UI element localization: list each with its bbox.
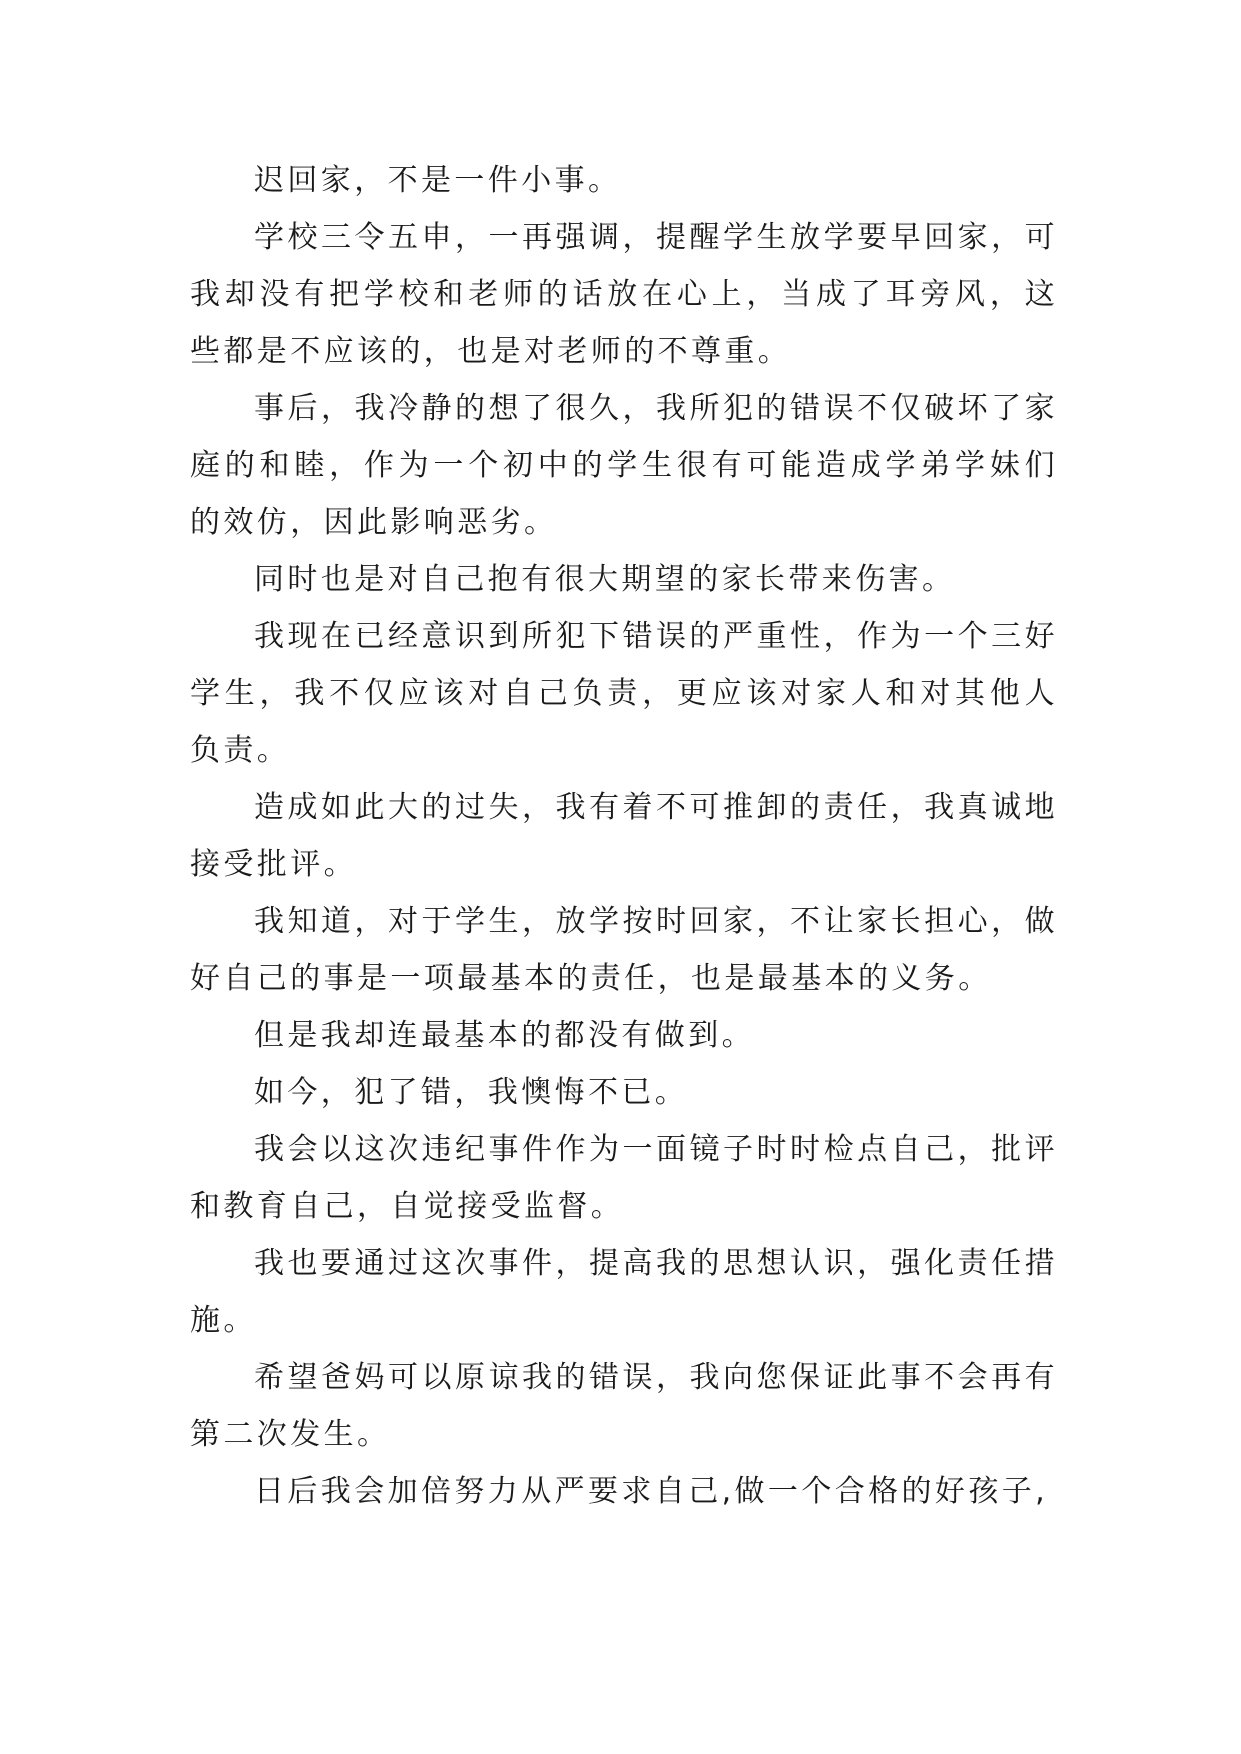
paragraph-1: 迟回家，不是一件小事。	[254, 163, 622, 198]
paragraph-6: 造成如此大的过失，我有着不可推卸的责任，我真诚地接受批评。	[190, 790, 1058, 882]
paragraph-5: 我现在已经意识到所犯下错误的严重性，作为一个三好学生，我不仅应该对自己负责，更应该对家人和对其他人负责。	[190, 619, 1058, 768]
paragraph-13: 日后我会加倍努力从严要求自己,做一个合格的好孩子,	[254, 1474, 1049, 1509]
paragraph-7: 我知道，对于学生，放学按时回家，不让家长担心，做好自己的事是一项最基本的责任，也是最基本的义务。	[190, 904, 1058, 996]
paragraph-4: 同时也是对自己抱有很大期望的家长带来伤害。	[254, 562, 956, 597]
document-body	[190, 152, 1058, 1520]
paragraph-2: 学校三令五申，一再强调，提醒学生放学要早回家，可我却没有把学校和老师的话放在心上，当成了耳旁风，这些都是不应该的，也是对老师的不尊重。	[190, 220, 1058, 369]
paragraph-9: 如今，犯了错，我懊悔不已。	[254, 1075, 689, 1110]
paragraph-12: 希望爸妈可以原谅我的错误，我向您保证此事不会再有第二次发生。	[190, 1360, 1058, 1452]
paragraph-8: 但是我却连最基本的都没有做到。	[254, 1018, 755, 1053]
paragraph-3: 事后，我冷静的想了很久，我所犯的错误不仅破坏了家庭的和睦，作为一个初中的学生很有可能造成学弟学妹们的效仿，因此影响恶劣。	[190, 391, 1058, 540]
paragraph-10: 我会以这次违纪事件作为一面镜子时时检点自己，批评和教育自己，自觉接受监督。	[190, 1132, 1058, 1224]
paragraph-11: 我也要通过这次事件，提高我的思想认识，强化责任措施。	[190, 1246, 1058, 1338]
